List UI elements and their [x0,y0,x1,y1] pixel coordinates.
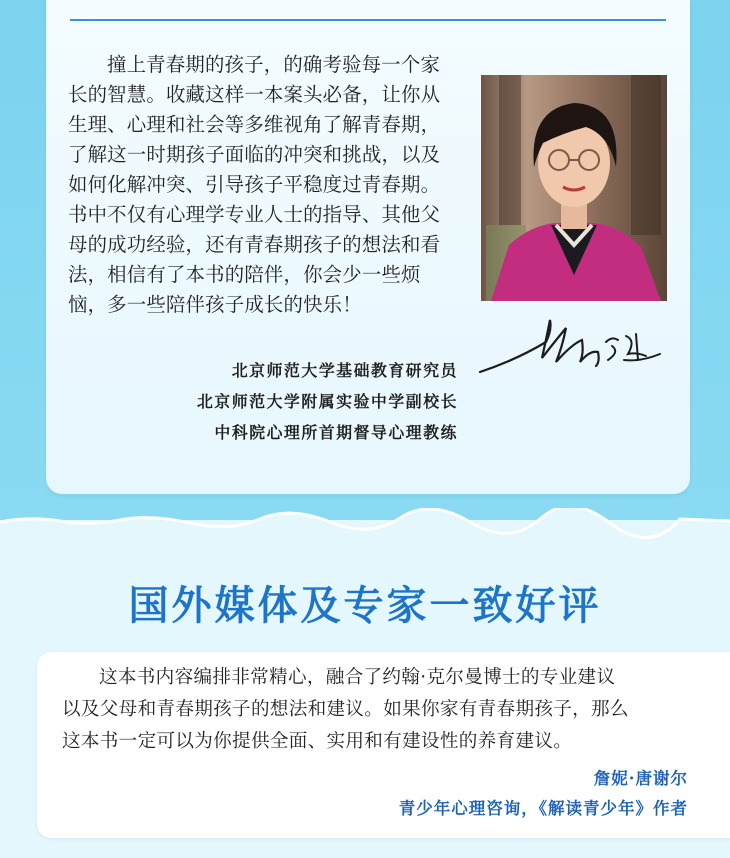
review-line: 这本书内容编排非常精心，融合了约翰·克尔曼博士的专业建议 [99,667,616,688]
reviewer-title: 青少年心理咨询，《解读青少年》作者 [398,799,688,818]
author-credentials [197,355,458,448]
intro-line: 撞上青春期的孩子，的确考验每一个家 [107,53,441,76]
intro-line: 书中不仅有心理学专业人士的指导、其他父 [68,203,441,226]
intro-line: 恼，多一些陪伴孩子成长的快乐！ [68,293,362,316]
intro-line: 如何化解冲突、引导孩子平稳度过青春期。 [68,173,441,196]
intro-line: 法，相信有了本书的陪伴，你会少一些烦 [68,263,421,286]
credential-line: 北京师范大学基础教育研究员 [231,361,458,380]
review-paragraph [62,662,692,758]
review-line: 以及父母和青春期孩子的想法和建议。如果你家有青春期孩子，那么 [62,699,629,720]
reviewer-name: 詹妮·唐谢尔 [593,769,688,788]
intro-paragraph [68,50,463,320]
credential-line: 北京师范大学附属实验中学副校长 [197,392,458,411]
reviewer-block [399,764,688,824]
review-line: 这本书一定可以为你提供全面、实用和有建设性的养育建议。 [62,731,573,752]
section-title: 国外媒体及专家一致好评 [128,583,602,629]
signature-icon [476,300,666,382]
credential-line: 中科院心理所首期督导心理教练 [214,423,458,442]
author-photo [481,75,667,301]
top-divider [70,19,666,21]
intro-line: 生理、心理和社会等多维视角了解青春期， [68,113,441,136]
intro-line: 了解这一时期孩子面临的冲突和挑战，以及 [68,143,441,166]
intro-line: 母的成功经验，还有青春期孩子的想法和看 [68,233,441,256]
author-portrait-icon [481,75,667,301]
intro-line: 长的智慧。收藏这样一本案头必备，让你从 [68,83,441,106]
torn-paper-edge [0,508,730,542]
